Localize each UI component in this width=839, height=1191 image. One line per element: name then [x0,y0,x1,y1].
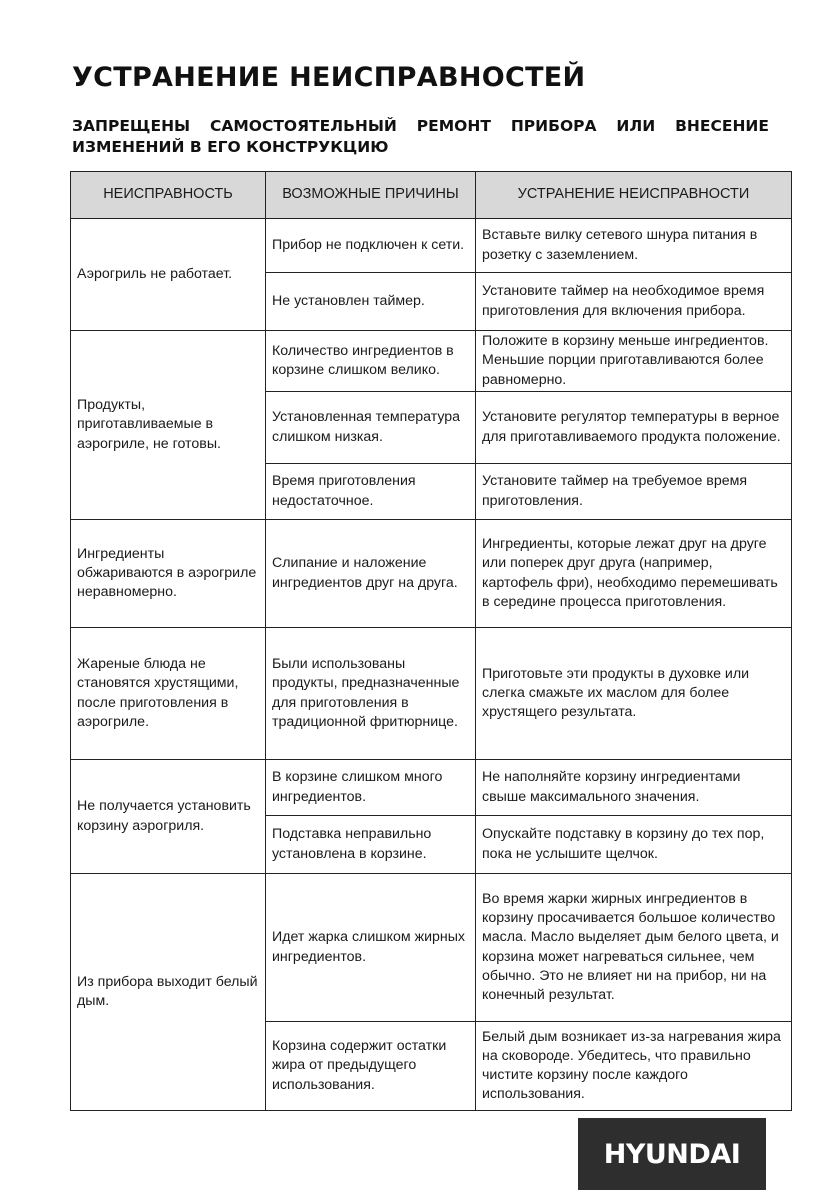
problem-cell: Продукты, приготавливаемые в аэрогриле, не готовы. [71,331,266,520]
solution-cell: Опускайте подставку в корзину до тех пор, пока не услышите щелчок. [476,816,792,874]
solution-cell: Положите в корзину меньше ингредиентов. Меньшие порции приготавливаются более равномерно. [476,331,792,392]
header-causes: ВОЗМОЖНЫЕ ПРИЧИНЫ [266,172,476,219]
solution-cell: Ингредиенты, которые лежат друг на друге или поперек друг друга (например, картофель фри), необходимо перемешивать в середине процесса приготовления. [476,520,792,628]
cause-cell: Идет жарка слишком жирных ингредиентов. [266,874,476,1022]
cause-cell: Слипание и наложение ингредиентов друг на друга. [266,520,476,628]
problem-cell: Ингредиенты обжариваются в аэрогриле неравномерно. [71,520,266,628]
hyundai-logo: HYUNDAI [578,1118,766,1190]
problem-cell: Из прибора выходит белый дым. [71,874,266,1111]
page-title: УСТРАНЕНИЕ НЕИСПРАВНОСТЕЙ [72,62,586,93]
problem-cell: Аэрогриль не работает. [71,219,266,331]
cause-cell: Количество ингредиентов в корзине слишком велико. [266,331,476,392]
table-header-row [71,172,792,219]
table-row [71,628,792,760]
solution-cell: Во время жарки жирных ингредиентов в корзину просачивается большое количество масла. Масло выделяет дым белого цвета, и корзина может нагреваться сильнее, чем обычно. Это не влияет ни на прибор, ни на конечный результат. [476,874,792,1022]
cause-cell: Время приготовления недостаточное. [266,464,476,520]
cause-cell: Корзина содержит остатки жира от предыдущего использования. [266,1022,476,1111]
troubleshooting-table [70,171,792,1111]
table-row [71,331,792,392]
cause-cell: Установленная температура слишком низкая. [266,392,476,464]
table-row [71,520,792,628]
solution-cell: Не наполняйте корзину ингредиентами свыше максимального значения. [476,760,792,816]
cause-cell: Были использованы продукты, предназначенные для приготовления в традиционной фритюрнице. [266,628,476,760]
solution-cell: Приготовьте эти продукты в духовке или слегка смажьте их маслом для более хрустящего результата. [476,628,792,760]
table-row [71,219,792,273]
solution-cell: Установите регулятор температуры в верное для приготавливаемого продукта положение. [476,392,792,464]
problem-cell: Жареные блюда не становятся хрустящими, после приготовления в аэрогриле. [71,628,266,760]
cause-cell: В корзине слишком много ингредиентов. [266,760,476,816]
table-row [71,874,792,1022]
problem-cell: Не получается установить корзину аэрогриля. [71,760,266,874]
header-solution: УСТРАНЕНИЕ НЕИСПРАВНОСТИ [476,172,792,219]
table-row [71,760,792,816]
header-problem: НЕИСПРАВНОСТЬ [71,172,266,219]
solution-cell: Белый дым возникает из-за нагревания жира на сковороде. Убедитесь, что правильно чистите корзину после каждого использования. [476,1022,792,1111]
solution-cell: Вставьте вилку сетевого шнура питания в розетку с заземлением. [476,219,792,273]
cause-cell: Прибор не подключен к сети. [266,219,476,273]
cause-cell: Не установлен таймер. [266,273,476,331]
solution-cell: Установите таймер на необходимое время приготовления для включения прибора. [476,273,792,331]
solution-cell: Установите таймер на требуемое время приготовления. [476,464,792,520]
cause-cell: Подставка неправильно установлена в корзине. [266,816,476,874]
repair-warning: ЗАПРЕЩЕНЫ САМОСТОЯТЕЛЬНЫЙ РЕМОНТ ПРИБОРА ИЛИ ВНЕСЕНИЕ ИЗМЕНЕНИЙ В ЕГО КОНСТРУКЦИЮ [72,117,769,156]
